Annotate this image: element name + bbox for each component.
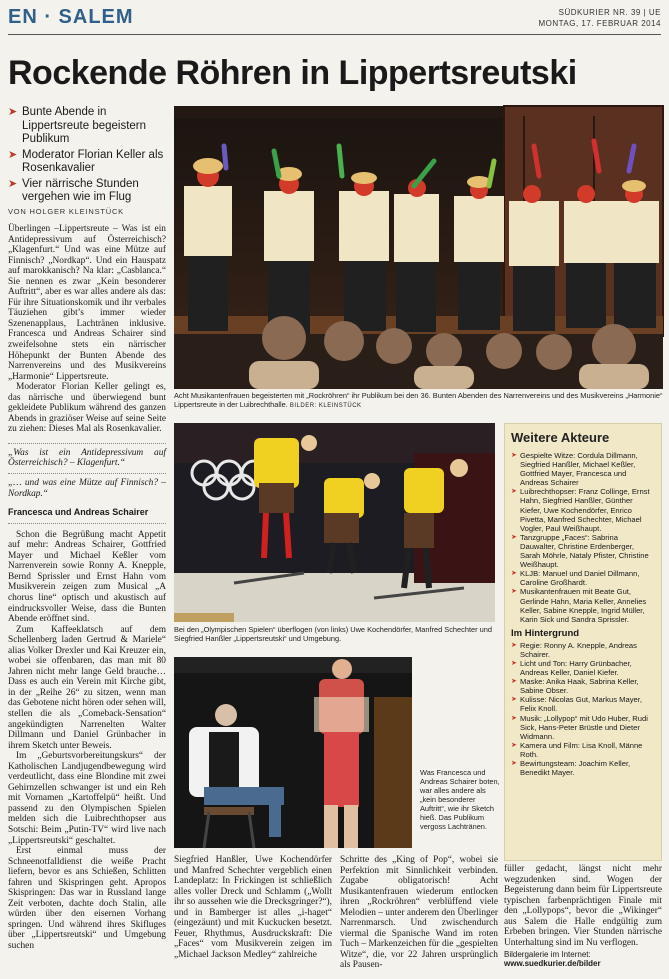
summary-bullet: ➤ Bunte Abende in Lippertsreute begeistern Publikum xyxy=(8,106,147,145)
sidebar-item: ➤ Musik: „Lollypop“ mit Udo Huber, Rudi Sick, Hans-Peter Brüstle und Dieter Widmann. xyxy=(511,713,648,741)
article-paragraph: Schon die Begrüßung macht Appetit auf mehr: Andreas Schairer, Gottfried Mayer und Michael Keßler vom Narrenverein sowie Ronny A. Knepple, Bernd Sprissler und Ernst Hahn vom Musikverein zeigen zum Musical „A chorus line“ optisch und akustisch auf eindrucksvoller Weise, dass die Bunten Abende eröffnet sind. xyxy=(8,529,166,625)
sidebar-subtitle: Im Hintergrund xyxy=(511,627,580,639)
article-column-1 xyxy=(8,224,166,974)
sidebar-item: ➤ Licht und Ton: Harry Grünbacher, Andreas Keller, Daniel Kiefer. xyxy=(511,658,632,678)
arrow-icon: ➤ xyxy=(511,678,517,686)
sidebar-item: ➤ Luibrechthopser: Franz Collinge, Ernst Hahn, Siegfried Hanßler, Günther Kiefer, Uwe Kochendörfer, Enrico Pivetta, Manfred Schechter, Michael Vogler, Paul Weißhaupt. xyxy=(511,487,650,533)
sidebar-item: ➤ Tanzgruppe „Faces“: Sabrina Dauwalter, Christine Erdenberger, Sarah Möhrle, Nataly Pfister, Christine Weißhaupt. xyxy=(511,532,649,570)
pull-quote: „… und was eine Mütze auf Finnisch? – Nordkap.“ xyxy=(8,478,166,499)
arrow-icon: ➤ xyxy=(511,570,517,578)
sidebar-item: ➤ KLJB: Manuel und Daniel Dillmann, Caroline Großhardt. xyxy=(511,569,640,588)
article-column-3: Schritte des „King of Pop“, wobei sie Perfektion mit Sinnlichkeit verbinden. Zugabe obligatorisch! Acht Musikantenfrauen wiederum entlocken ihren „Rockröhren“ verblüffend viele Melodien – unter anderem den Überlinger Narrenmarsch. Und zwischendurch viermal die Spanische Wand im roten Tuch – Markenzeichen für die „gespielten Witze“, die, vor 22 Jahren ursprünglich als Pausen- xyxy=(340,855,499,971)
arrow-icon: ➤ xyxy=(511,760,517,767)
quote-attribution: Francesca und Andreas Schairer xyxy=(8,507,149,518)
arrow-icon: ➤ xyxy=(511,714,517,722)
photo-caption-top: Acht Musikantenfrauen begeisterten mit „Rockröhren“ ihr Publikum bei den 36. Bunten Abenden des Narrenvereins und des Musikvereins „Harmonie“ Lippertsreute in der Luibrechthalle. BILDER: KLEINSTÜCK xyxy=(174,391,663,409)
header-divider xyxy=(8,34,661,35)
arrow-icon: ➤ xyxy=(511,588,517,596)
arrow-icon: ➤ xyxy=(511,659,517,667)
arrow-icon: ➤ xyxy=(511,488,517,496)
article-paragraph: Moderator Florian Keller gelingt es, das närrische und überwiegend bunt gekleidete Publikum während des ganzen Abends in graziöser Weise auf seine Seite zu ziehen: Dieses Mal als Rosenkavalier. xyxy=(8,382,166,435)
article-paragraph: Zum Kaffeeklatsch auf dem Schellenberg laden Gertrud & Mariele“ alias Volker Drexler und Kai Kreuzer ein, wobei sie offenbaren, das man mit 80 Jahren nicht mehr lange Geld brauche… Dass es auch ein Verein mit Kirche gibt, in der „Reihe 26“ zu sitzen, wenn man das Gebotene nicht hören oder sehen will, stellen die als „Comeback-Sensation“ angekündigten Narrenelten Walter Dillmann und Daniel Grünbacher in ihrem Sketch unter Beweis. xyxy=(8,624,166,751)
sidebar-item: ➤ Regie: Ronny A. Knepple, Andreas Schairer. xyxy=(511,640,637,659)
sidebar-title: Weitere Akteure xyxy=(511,430,610,445)
arrow-icon: ➤ xyxy=(511,741,517,749)
publication-date: MONTAG, 17. FEBRUAR 2014 xyxy=(538,19,661,28)
photo-olympische-spiele xyxy=(174,423,495,622)
photo-schairer-sketch xyxy=(174,657,412,848)
article-column-2: Siegfried Hanßler, Uwe Kochendörfer und Manfred Schechter vergeblich einen Landeplatz: In Frickingen ist schließlich alles voller Dreck und Schlamm („Wollt ihr so aussehen wie die Drecksgringer?“), und in Bamberger ist alles „i-haget“ (eingezäunt) und mit Kuckucken besetzt. Feuer, Rhythmus, Ausdruckskraft: Die „Faces“ vom Musikverein zeigen im „Michael Jackson Medley“ zahlreiche xyxy=(174,855,332,960)
sidebar-weitere-akteure xyxy=(504,423,662,861)
article-paragraph: Überlingen –Lippertsreute – Was ist ein Antidepressivum auf Österreichisch? „Klagenfurt.“ Und was eine Mütze auf Finnisch? „Nordkap“. Und ein Hauspatz auf marokkanisch? Na klar: „Casblanca.“ Sie nennen es zwar „Kein besonderer Auftritt“, aber es war alles andere als das: Für ihre Situationskomik und ihr verbales Täuziehen gibt’s immer wieder Szenenapplaus, Lachtränen inklusive. Francesca und Andreas Schairer sind zweifelsohne stets ein närrischer Höhepunkt der Bunten Abende des Narrenvereins und des Musikvereins „Harmonie“ Lippertsreute. xyxy=(8,224,166,382)
stage-photo-2 xyxy=(174,423,495,622)
article-column-4: füller gedacht, längst nicht mehr wegzudenken sind. Wogen der Begeisterung dann beim für Lippertsreute typischen farbenprächtigen Finale mit den „Lollypops“, bevor die „Wikinger“ aus Salem die Halle endgültig zum Erbeben bringen. Vier Stunden närrische Unterhaltung sind im Nu verflogen. xyxy=(504,864,662,948)
arrow-icon: ➤ xyxy=(8,106,18,118)
sidebar-list-2 xyxy=(511,641,655,777)
summary-bullets xyxy=(8,106,166,207)
publication-info: SÜDKURIER NR. 39 | UE xyxy=(558,8,661,17)
arrow-icon: ➤ xyxy=(8,177,18,190)
summary-bullet: ➤ Vier närrische Stunden vergehen wie im Flug xyxy=(8,177,139,203)
arrow-icon: ➤ xyxy=(511,452,517,459)
pull-quote: „Was ist ein Antidepressivum auf Österreichisch? – Klagenfurt.“ xyxy=(8,447,166,469)
stage-photo-1 xyxy=(174,106,663,389)
sidebar-item: ➤ Kamera und Film: Lisa Knoll, Männe Roth. xyxy=(511,740,643,759)
photo-rockroehren xyxy=(174,106,663,389)
gallery-label: Bildergalerie im Internet: xyxy=(504,950,591,959)
sidebar-item: ➤ Kulisse: Nicolas Gut, Markus Mayer, Felix Knoll. xyxy=(511,695,642,714)
photo-caption-middle: Bei den „Olympischen Spielen“ überflogen (von links) Uwe Kochendörfer, Manfred Schechter und Siegfried Hanßler „Lippertsreutski“ und Umgebung. xyxy=(174,625,492,643)
sidebar-item: ➤ Bewirtungsteam: Joachim Keller, Benedikt Mayer. xyxy=(511,759,631,778)
summary-bullet: ➤ Moderator Florian Keller als Rosenkavalier xyxy=(8,148,164,174)
byline: VON HOLGER KLEINSTÜCK xyxy=(8,207,124,216)
sidebar-item: ➤ Maske: Anika Haak, Sabrina Keller, Sabine Obser. xyxy=(511,677,639,696)
arrow-icon: ➤ xyxy=(511,696,517,704)
arrow-icon: ➤ xyxy=(511,641,517,649)
sidebar-list xyxy=(511,451,655,624)
gallery-link[interactable]: www.suedkurier.de/bilder xyxy=(504,959,601,968)
sidebar-item: ➤ Musikantenfrauen mit Beate Gut, Gerlinde Hahn, Maria Keller, Annelies Keller, Sabine Knepple, Ingrid Müller, Karin Sick und Sandra Sprissler. xyxy=(511,587,647,624)
headline: Rockende Röhren in Lippertsreutski xyxy=(8,54,577,92)
stage-photo-3 xyxy=(174,657,412,848)
photo-caption-bottom: Was Francesca und Andreas Schairer boten, war alles andere als „kein besonderer Auftritt“, wie ihr Sketch hieß. Das Publikum vergoss Lachtränen. xyxy=(420,768,500,831)
sidebar-item: ➤ Gespielte Witze: Cordula Dillmann, Siegfried Hanßler, Michael Keßler, Gottfried Mayer, Francesca und Andreas Schairer xyxy=(511,451,638,488)
article-paragraph: Erst einmal muss der Schneenotfalldienst die weiße Pracht liefern, bevor es ans Schießen, Schlitten fahren und Skispringen geht. Apropos Skispringen: Das war in Russland lange Zeit verboten, dachte doch Stalin, alle würden über den eisernen Vorhang springen. Und während ihres Skifluges über „Lippertsreutski“ und Umgebung suchen xyxy=(8,846,166,951)
photo-credit: BILDER: KLEINSTÜCK xyxy=(289,403,362,409)
arrow-icon: ➤ xyxy=(511,533,517,541)
arrow-icon: ➤ xyxy=(8,148,18,161)
gallery-footer xyxy=(504,950,662,968)
section-title: EN · SALEM xyxy=(8,6,134,28)
article-paragraph: Im „Geburtsvorbereitungskurs“ der Katholischen Landjugendbewegung wird verdeutlicht, dass eine Blondine mit zwei Gehirnzellen schwanger ist und ein Reh mit Vornamen „Kartoffelpü“ heißt. Und passend zu den Olympischen Spielen melden sich die Luibrechthopser aus Sotschi: Beim „Putin-TV“ wird live nach „Lippertsreutski“ geschaltet. xyxy=(8,751,166,846)
